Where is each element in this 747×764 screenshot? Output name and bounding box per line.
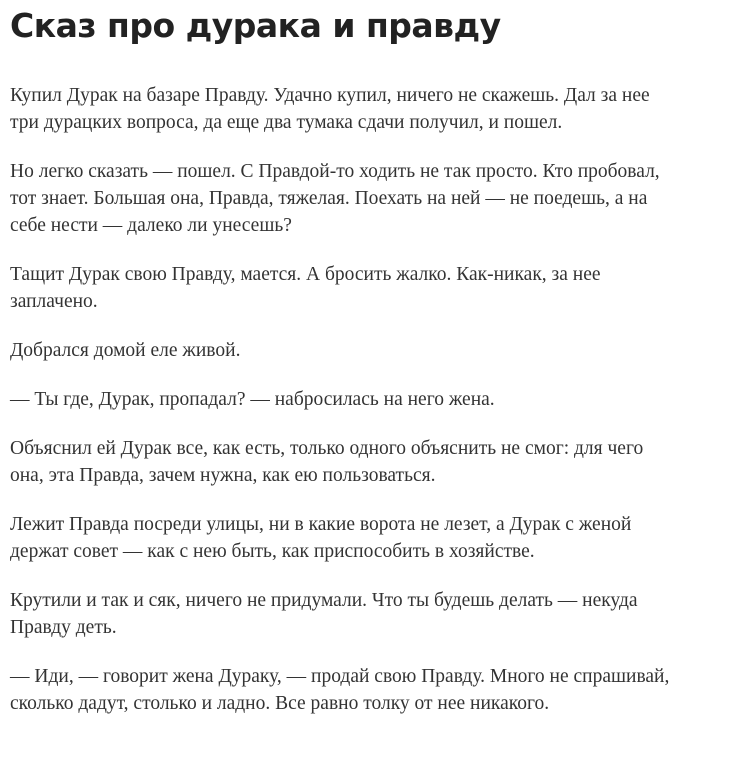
article-title: Сказ про дурака и правду xyxy=(10,6,501,45)
paragraph-8: Крутили и так и сяк, ничего не придумали. Что ты будешь делать — некуда Правду деть. xyxy=(10,590,638,638)
paragraph-4: Добрался домой еле живой. xyxy=(10,340,241,361)
paragraph-3: Тащит Дурак свою Правду, мается. А бросить жалко. Как-никак, за нее заплачено. xyxy=(10,264,601,312)
paragraph-5: — Ты где, Дурак, пропадал? — набросилась на него жена. xyxy=(10,389,495,410)
paragraph-2: Но легко сказать — пошел. С Правдой-то ходить не так просто. Кто пробовал, тот знает. Большая она, Правда, тяжелая. Поехать на ней — не поедешь, а на себе нести — далеко ли унесешь? xyxy=(10,161,660,236)
paragraph-9: — Иди, — говорит жена Дураку, — продай свою Правду. Много не спрашивай, сколько дадут, столько и ладно. Все равно толку от нее никакого. xyxy=(10,666,670,714)
article-body xyxy=(10,82,740,717)
paragraph-1: Купил Дурак на базаре Правду. Удачно купил, ничего не скажешь. Дал за нее три дурацких вопроса, да еще два тумака сдачи получил, и пошел. xyxy=(10,85,650,133)
article xyxy=(10,0,740,739)
paragraph-6: Объяснил ей Дурак все, как есть, только одного объяснить не смог: для чего она, эта Правда, зачем нужна, как ею пользоваться. xyxy=(10,438,644,486)
paragraph-7: Лежит Правда посреди улицы, ни в какие ворота не лезет, а Дурак с женой держат совет — как с нею быть, как приспособить в хозяйстве. xyxy=(10,514,632,562)
